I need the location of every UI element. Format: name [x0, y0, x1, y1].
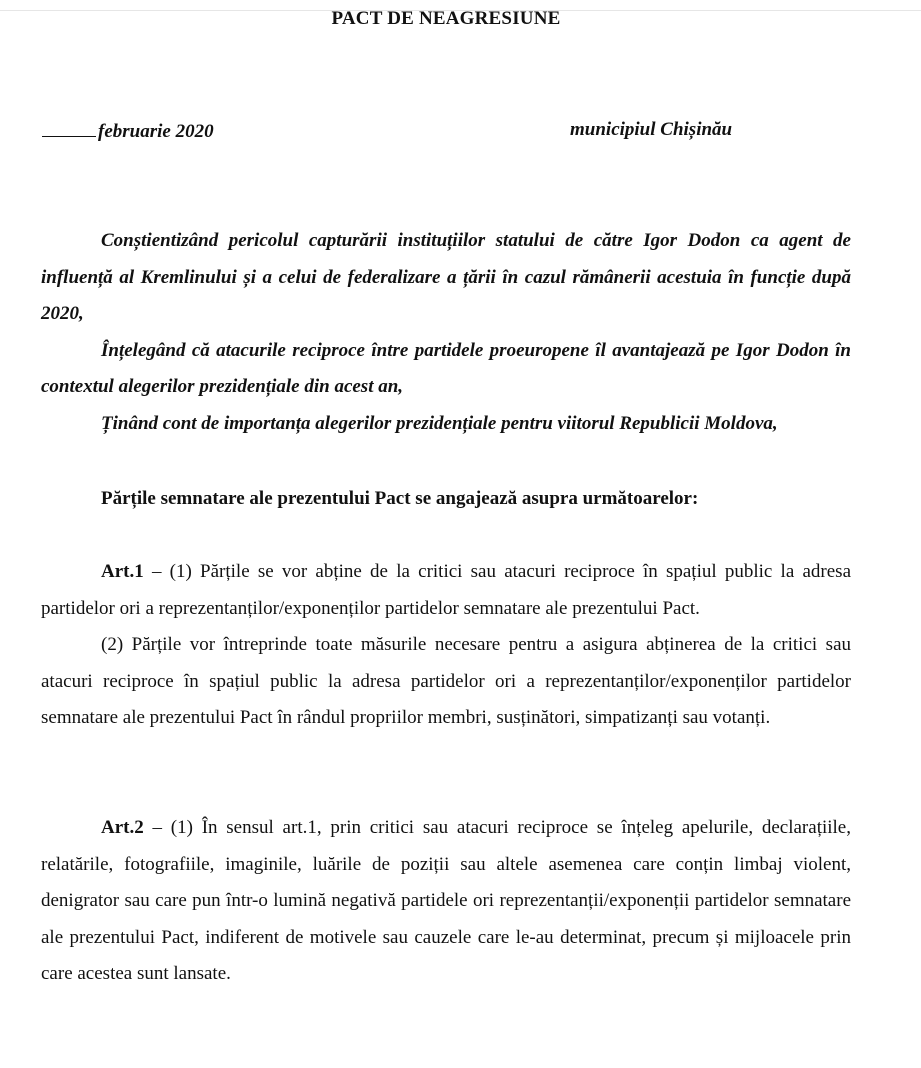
document-title: PACT DE NEAGRESIUNE: [331, 8, 561, 29]
preamble-paragraph-3: Ținând cont de importanța alegerilor prezidențiale pentru viitorul Republicii Moldova,: [101, 412, 778, 434]
date-blank: [42, 119, 96, 137]
article-2-paragraph-1: [41, 810, 851, 993]
preamble-paragraph-2: Înțelegând că atacurile reciproce între partidele proeuropene îl avantajează pe Igor Dodon în contextul alegerilor prezidențiale din acest an,: [41, 339, 851, 397]
document-date: februarie 2020: [98, 121, 214, 142]
date-line: [42, 119, 214, 143]
article-1: [41, 554, 851, 737]
article-2-text-1: – (1) În sensul art.1, prin critici sau atacuri reciproce se înțeleg apelurile, declarațiile, relatările, fotografiile, imaginile, luările de poziții sau altele asemenea care conțin limbaj violent, denigrator sau care pun într-o lumină negativă partidele ori reprezentanții/exponenții partidelor semnatare ale prezentului Pact, indiferent de motivele sau cauzele care le-au determinat, precum și mijloacele prin care acestea sunt lansate.: [41, 817, 851, 984]
article-1-paragraph-2: (2) Părțile vor întreprinde toate măsurile necesare pentru a asigura abținerea de la critici sau atacuri reciproce în spațiul public la adresa partidelor ori a reprezentanților/exponenților partidelor semnatare ale prezentului Pact în rândul propriilor membri, susținători, simpatizanți sau votanți.: [41, 634, 851, 728]
article-2-label: Art.2: [101, 817, 144, 838]
commitment-text: Părțile semnatare ale prezentului Pact se angajează asupra următoarelor:: [101, 488, 699, 509]
article-2: [41, 810, 851, 993]
article-1-paragraph-1: [41, 554, 851, 627]
article-1-label: Art.1: [101, 561, 144, 582]
preamble: [41, 223, 851, 442]
document-place: municipiul Chișinău: [570, 119, 733, 140]
preamble-paragraph-1: Conștientizând pericolul capturării instituțiilor statului de către Igor Dodon ca agent de influență al Kremlinului și a celui de federalizare a țării în cazul rămânerii acestuia în funcție după 2020,: [41, 230, 851, 324]
commitment-statement: [41, 481, 851, 518]
article-1-text-1: – (1) Părțile se vor abține de la critici sau atacuri reciproce în spațiul public la adresa partidelor ori a reprezentanților/exponenților partidelor semnatare ale prezentului Pact.: [41, 561, 851, 619]
